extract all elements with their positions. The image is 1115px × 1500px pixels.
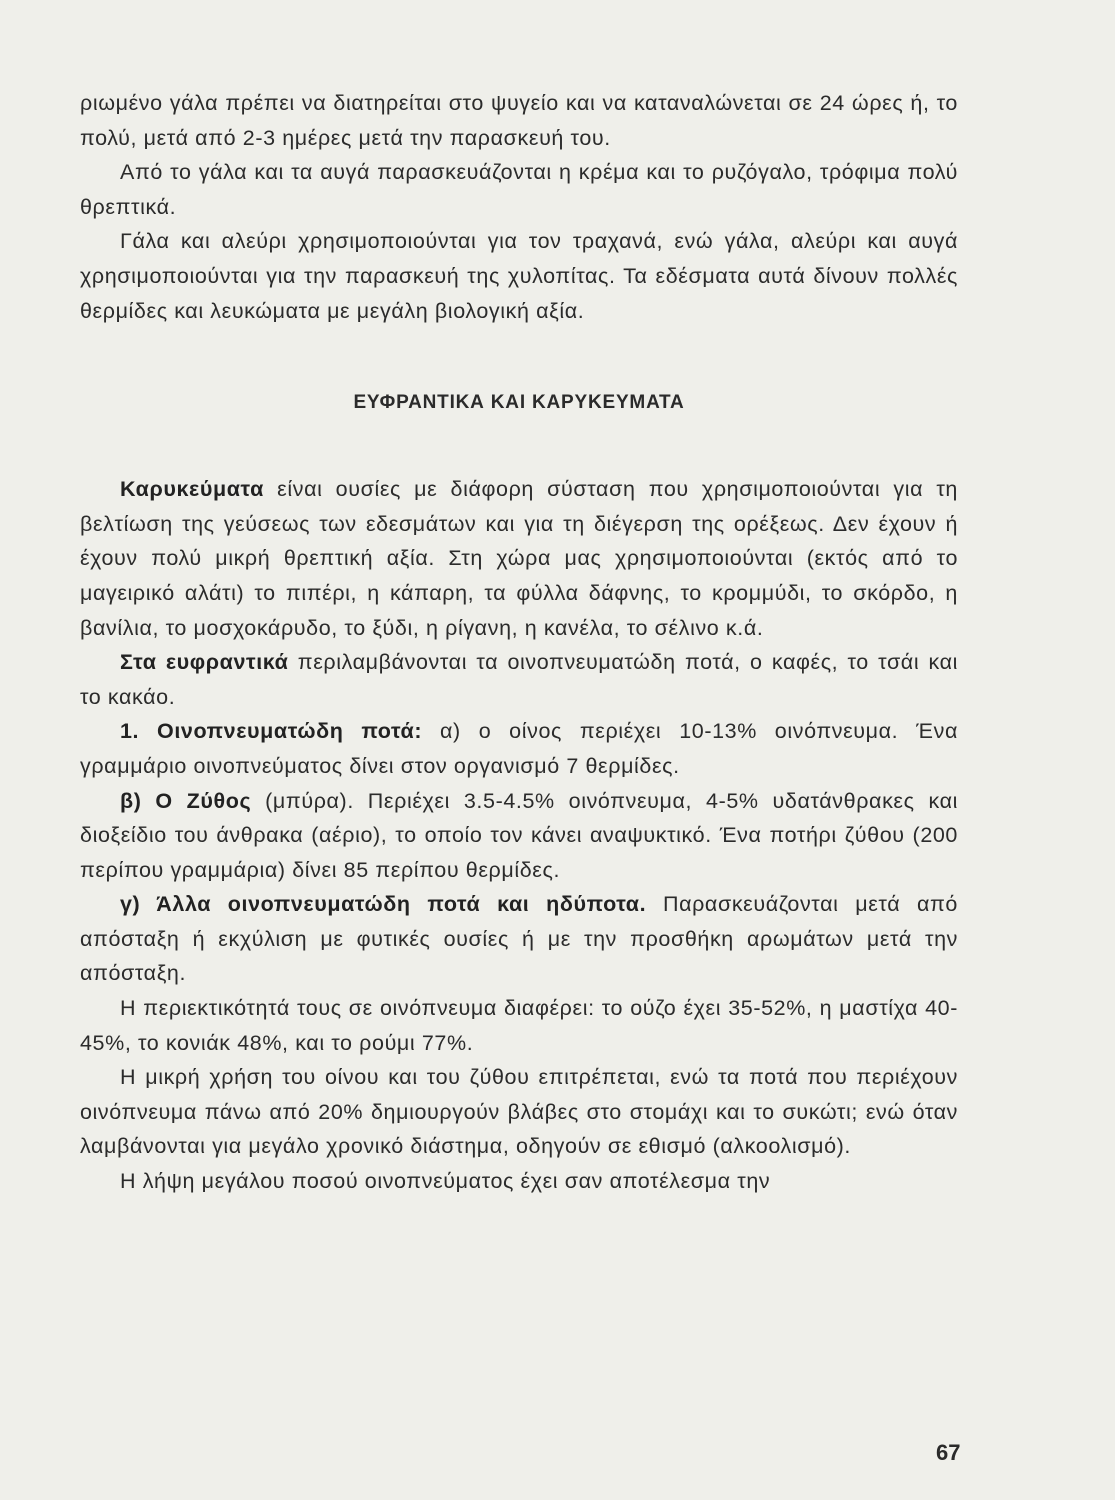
paragraph-milk-storage: ριωμένο γάλα πρέπει να διατηρείται στο ψυγείο και να καταναλώνεται σε 24 ώρες ή, το πολύ, μετά από 2-3 ημέρες μετά την παρασκευή του. xyxy=(80,91,958,150)
beer-text: (μπύρα). Περιέχει 3.5-4.5% οινόπνευμα, 4-5% υδατάνθρακες και διοξείδιο του άνθρακα (αέριο), το οποίο τον κάνει αναψυκτικό. Ένα ποτήρι ζύθου (200 περίπου γραμμάρια) δίνει 85 περίπου θερμίδες. xyxy=(80,788,958,882)
term-spices: Καρυκεύματα xyxy=(120,477,264,502)
term-stimulants: Στα ευφραντικά xyxy=(120,650,289,675)
term-spirits-liqueurs: γ) Άλλα οινοπνευματώδη ποτά και ηδύποτα. xyxy=(120,892,647,917)
paragraph-stimulants xyxy=(80,645,958,714)
term-beer: β) Ο Ζύθος xyxy=(120,788,252,813)
paragraph-spices xyxy=(80,472,958,645)
page-number: 67 xyxy=(936,1440,961,1465)
body-text xyxy=(80,86,958,1199)
spirits-liqueurs-text: Παρασκευάζονται μετά από απόσταξη ή εκχύλιση με φυτικές ουσίες ή με την προσθήκη αρωμάτων μετά την απόσταξη. xyxy=(80,892,958,986)
paragraph-spirits-liqueurs xyxy=(80,887,958,991)
paragraph-alcohol-harm: Η μικρή χρήση του οίνου και του ζύθου επιτρέπεται, ενώ τα ποτά που περιέχουν οινόπνευμα πάνω από 20% δημιουργούν βλάβες στο στομάχι και το συκώτι; ενώ όταν λαμβάνονται για μεγάλο χρονικό διάστημα, οδηγούν σε εθισμό (αλκοολισμό). xyxy=(80,1065,958,1159)
stimulants-text: περιλαμβάνονται τα οινοπνευματώδη ποτά, ο καφές, το τσάι και το κακάο. xyxy=(80,650,958,709)
term-alcoholic-drinks: 1. Οινοπνευματώδη ποτά: xyxy=(120,719,423,744)
spices-text: είναι ουσίες με διάφορη σύσταση που χρησιμοποιούνται για τη βελτίωση της γεύσεως των εδεσμάτων και για τη διέγερση της ορέξεως. Δεν έχουν ή έχουν πολύ μικρή θρεπτική αξία. Στη χώρα μας χρησιμοποιούνται (εκτός από το μαγειρικό αλάτι) το πιπέρι, η κάπαρη, τα φύλλα δάφνης, το κρομμύδι, το σκόρδο, η βανίλια, το μοσχοκάρυδο, το ξύδι, η ρίγανη, η κανέλα, το σέλινο κ.ά. xyxy=(80,477,958,640)
section-heading: ΕΥΦΡΑΝΤΙΚΑ ΚΑΙ ΚΑΡΥΚΕΥΜΑΤΑ xyxy=(353,392,685,414)
paragraph-cream-rice-pudding: Από το γάλα και τα αυγά παρασκευάζονται η κρέμα και το ρυζόγαλο, τρόφιμα πολύ θρεπτικά. xyxy=(80,160,958,219)
paragraph-alcoholic-drinks xyxy=(80,714,958,783)
paragraph-trahanas-noodles: Γάλα και αλεύρι χρησιμοποιούνται για τον τραχανά, ενώ γάλα, αλεύρι και αυγά χρησιμοποιούνται για την παρασκευή της χυλοπίτας. Τα εδέσματα αυτά δίνουν πολλές θερμίδες και λευκώματα με μεγάλη βιολογική αξία. xyxy=(80,229,958,323)
paragraph-alcohol-content: Η περιεκτικότητά τους σε οινόπνευμα διαφέρει: το ούζο έχει 35-52%, η μαστίχα 40-45%, το κονιάκ 48%, και το ρούμι 77%. xyxy=(80,996,958,1055)
paragraph-beer xyxy=(80,784,958,888)
alcoholic-drinks-text: α) ο οίνος περιέχει 10-13% οινόπνευμα. Ένα γραμμάριο οινοπνεύματος δίνει στον οργανισμό 7 θερμίδες. xyxy=(80,719,958,778)
paragraph-alcohol-intake: Η λήψη μεγάλου ποσού οινοπνεύματος έχει σαν αποτέλεσμα την xyxy=(120,1169,771,1194)
